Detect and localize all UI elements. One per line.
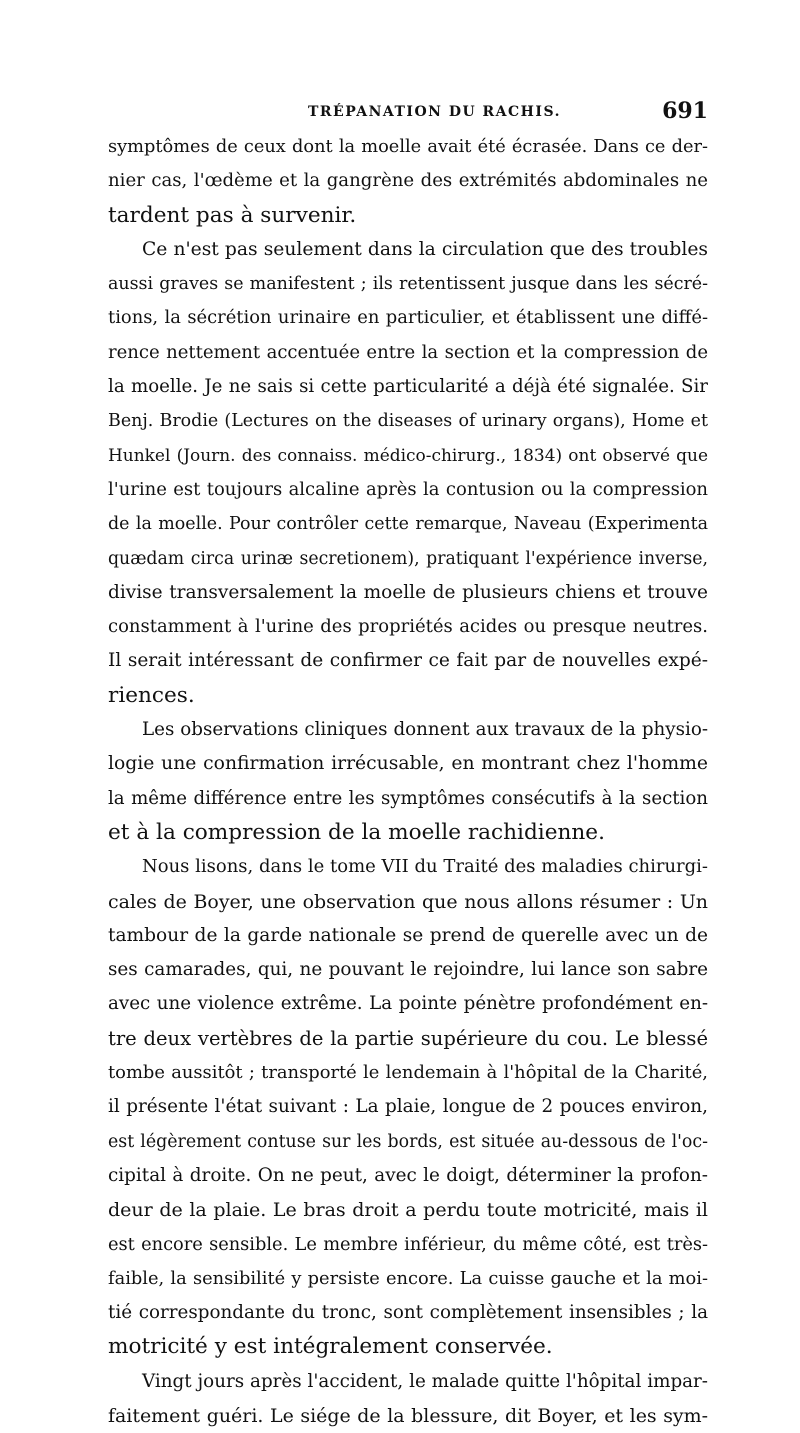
text-line: symptômes de ceux dont la moelle avait été écrasée. Dans ce der- [108,137,708,157]
text-line: l'urine est toujours alcaline après la contusion ou la compression [108,478,708,500]
body-text [108,130,708,1433]
text-line: tombe aussitôt ; transporté le lendemain à l'hôpital de la Charité, [108,1062,708,1084]
text-line: tambour de la garde nationale se prend de querelle avec un de [108,924,708,946]
text-line: aussi graves se manifestent ; ils retentissent jusque dans les sécré- [108,274,708,295]
text-line: Il serait intéressant de confirmer ce fait par de nouvelles expé- [108,650,708,672]
text-line: faitement guéri. Le siége de la blessure, dit Boyer, et les sym- [108,1404,708,1427]
text-line: la même différence entre les symptômes consécutifs à la section [108,787,708,809]
text-line: nier cas, l'œdème et la gangrène des extrémités abdominales ne [108,170,708,192]
text-line: il présente l'état suivant : La plaie, longue de 2 pouces environ, [108,1096,708,1118]
text-line: quædam circa urinæ secretionem), pratiquant l'expérience inverse, [108,548,708,569]
text-line: la moelle. Je ne sais si cette particularité a déjà été signalée. Sir [108,376,708,398]
text-line: rence nettement accentuée entre la section et la compression de [108,341,708,363]
text-line: tions, la sécrétion urinaire en particulier, et établissent une diffé- [108,307,708,329]
text-line: tre deux vertèbres de la partie supérieure du cou. Le blessé [108,1026,708,1050]
text-line: est légèrement contuse sur les bords, est située au-dessous de l'oc- [108,1131,708,1152]
text-line: tié correspondante du tronc, sont complètement insensibles ; la [108,1302,708,1324]
text-line: faible, la sensibilité y persiste encore. La cuisse gauche et la moi- [108,1267,708,1289]
page-number: 691 [662,98,708,124]
text-line: ses camarades, qui, ne pouvant le rejoindre, lui lance son sabre [108,959,708,981]
text-line: cales de Boyer, une observation que nous allons résumer : Un [108,890,708,913]
text-line: constamment à l'urine des propriétés acides ou presque neutres. [108,616,708,638]
text-line: cipital à droite. On ne peut, avec le doigt, déterminer la profon- [108,1164,708,1186]
text-line: et à la compression de la moelle rachidienne. [108,819,605,845]
paragraph-start-line: Les observations cliniques donnent aux travaux de la physio- [142,719,708,741]
text-line: Benj. Brodie (Lectures on the diseases of urinary organs), Home et [108,411,708,432]
text-line: motricité y est intégralement conservée. [108,1334,553,1360]
paragraph-start-line: Vingt jours après l'accident, le malade quitte l'hôpital impar- [142,1370,708,1392]
running-title: TRÉPANATION DU RACHIS. [308,104,561,120]
text-line: riences. [108,682,195,708]
text-line: avec une violence extrême. La pointe pénètre profondément en- [108,993,708,1015]
paragraph-start-line: Nous lisons, dans le tome VII du Traité des maladies chirurgi- [142,856,708,878]
text-line: tardent pas à survenir. [108,202,357,228]
text-line: deur de la plaie. Le bras droit a perdu toute motricité, mais il [108,1199,708,1222]
page-header [108,98,708,128]
text-line: logie une confirmation irrécusable, en montrant chez l'homme [108,753,708,775]
text-line: de la moelle. Pour contrôler cette remarque, Naveau (Experimenta [108,514,708,535]
text-line: Hunkel (Journ. des connaiss. médico-chirurg., 1834) ont observé que [108,445,708,466]
paragraph-start-line: Ce n'est pas seulement dans la circulation que des troubles [142,238,708,260]
text-line: divise transversalement la moelle de plusieurs chiens et trouve [108,581,708,603]
text-line: est encore sensible. Le membre inférieur, du même côté, est très- [108,1233,708,1255]
